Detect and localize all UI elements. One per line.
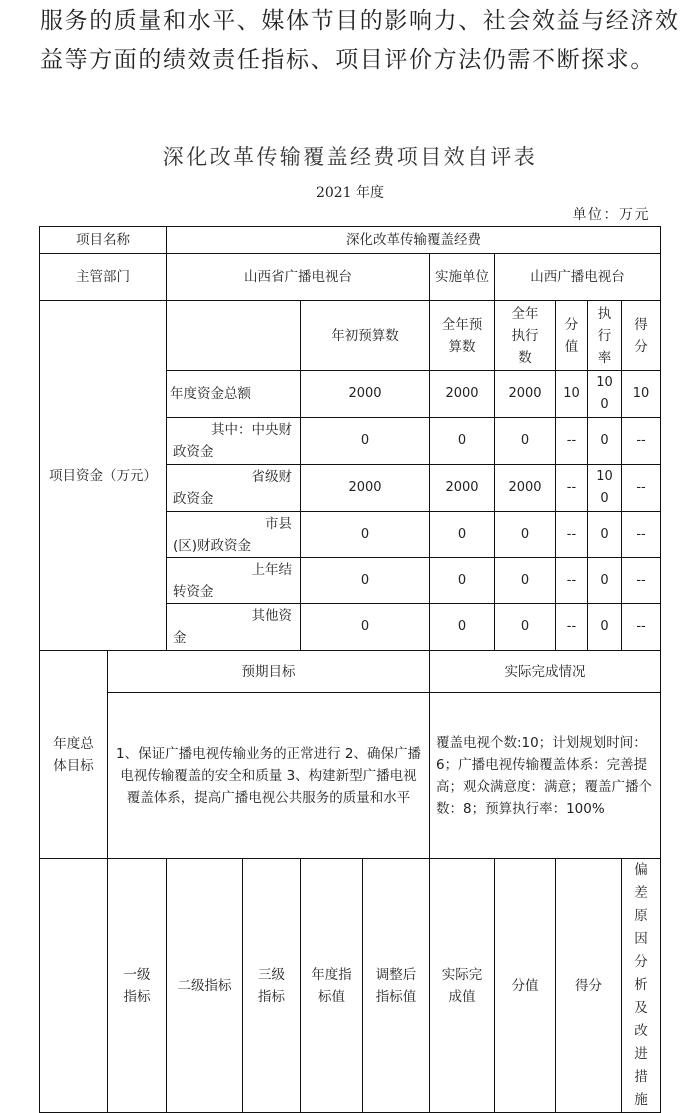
goals-header-row	[40, 651, 661, 693]
annual-budget-cell: 0	[430, 558, 495, 604]
annual-budget-cell: 0	[430, 512, 495, 558]
initial-budget-cell: 0	[301, 604, 430, 651]
header-level1-indicator: 一级指标	[108, 859, 167, 1113]
score-cell: --	[622, 558, 661, 604]
funding-row-label-top: 其中：中央财	[211, 422, 292, 438]
header-exec-rate: 执行率	[588, 301, 622, 371]
expected-goals-text: 1、保证广播电视传输业务的正常进行 2、确保广播电视传输覆盖的安全和质量 3、构建新型广播电视覆盖体系，提高广播电视公共服务的质量和水平	[108, 693, 430, 859]
initial-budget-cell: 0	[301, 512, 430, 558]
funding-row-label	[167, 418, 301, 465]
annual-budget-cell: 2000	[430, 465, 495, 512]
initial-budget-cell: 0	[301, 418, 430, 465]
annual-exec-cell: 0	[495, 558, 556, 604]
score-value-cell: --	[556, 512, 588, 558]
funding-row-label-bottom: 转资金	[173, 583, 214, 600]
score-value-cell: --	[556, 558, 588, 604]
intro-paragraph	[40, 2, 680, 80]
self-evaluation-table	[39, 226, 661, 1113]
funding-header-row	[40, 301, 661, 371]
table-title: 深化改革传输覆盖经费项目效自评表	[162, 145, 538, 169]
header-level2-indicator: 二级指标	[167, 859, 243, 1113]
score-value-cell: --	[556, 604, 588, 651]
header-initial-budget: 年初预算数	[301, 301, 430, 371]
header-actual-value: 实际完成值	[430, 859, 495, 1113]
annual-exec-cell: 2000	[495, 371, 556, 418]
score-cell: --	[622, 604, 661, 651]
project-name-row	[40, 227, 661, 254]
funding-row-label-top: 上年结	[251, 561, 292, 578]
dept-label: 主管部门	[40, 254, 167, 301]
exec-rate-cell: 100	[588, 371, 622, 418]
funding-row-label	[167, 512, 301, 558]
funding-row-label: 年度资金总额	[167, 371, 301, 418]
funding-row-label	[167, 604, 301, 651]
actual-completion-header: 实际完成情况	[430, 651, 661, 693]
actual-completion-text: 覆盖电视个数:10；计划规划时间：6；广播电视传输覆盖体系：完善提高；观众满意度：满意；覆盖广播个数：8；预算执行率：100%	[430, 693, 661, 859]
initial-budget-cell: 2000	[301, 465, 430, 512]
header-score: 得分	[622, 301, 661, 371]
department-row	[40, 254, 661, 301]
impl-unit-label: 实施单位	[430, 254, 495, 301]
intro-line-1: 服务的质量和水平、媒体节目的影响力、社会效益与经济效	[40, 8, 680, 34]
indicators-header-row	[40, 859, 661, 1113]
header-annual-budget: 全年预算数	[430, 301, 495, 371]
header-annual-target: 年度指标值	[301, 859, 363, 1113]
annual-budget-cell: 0	[430, 418, 495, 465]
funding-section-label: 项目资金（万元）	[40, 301, 167, 651]
header-indicator-score: 得分	[556, 859, 622, 1113]
exec-rate-cell: 0	[588, 512, 622, 558]
header-adjusted-target: 调整后指标值	[363, 859, 430, 1113]
score-value-cell: --	[556, 418, 588, 465]
funding-row-label-bottom: 政资金	[173, 444, 214, 460]
funding-row-label-bottom: (区)财政资金	[173, 537, 252, 554]
funding-row-label-top: 市县	[265, 515, 292, 532]
exec-rate-cell: 0	[588, 604, 622, 651]
score-value-cell: 10	[556, 371, 588, 418]
score-cell: --	[622, 465, 661, 512]
initial-budget-cell: 2000	[301, 371, 430, 418]
annual-exec-cell: 2000	[495, 465, 556, 512]
score-value-cell: --	[556, 465, 588, 512]
exec-rate-cell: 100	[588, 465, 622, 512]
goals-content-row	[40, 693, 661, 859]
header-deviation-analysis: 偏差原因分析及改进措施	[622, 859, 661, 1113]
header-level3-indicator: 三级指标	[243, 859, 301, 1113]
project-name-label: 项目名称	[40, 227, 167, 254]
funding-row-label	[167, 558, 301, 604]
annual-exec-cell: 0	[495, 604, 556, 651]
year-label: 2021 年度	[315, 185, 385, 201]
funding-row-label-bottom: 政资金	[173, 491, 214, 507]
annual-budget-cell: 0	[430, 604, 495, 651]
goals-section-label: 年度总体目标	[40, 651, 108, 859]
intro-line-2: 益等方面的绩效责任指标、项目评价方法仍需不断探求。	[40, 47, 655, 73]
initial-budget-cell: 0	[301, 558, 430, 604]
impl-unit-value: 山西广播电视台	[495, 254, 661, 301]
funding-row-label-top: 其他资	[251, 608, 292, 624]
annual-budget-cell: 2000	[430, 371, 495, 418]
expected-goals-header: 预期目标	[108, 651, 430, 693]
exec-rate-cell: 0	[588, 418, 622, 465]
score-cell: 10	[622, 371, 661, 418]
exec-rate-cell: 0	[588, 558, 622, 604]
header-indicator-score-value: 分值	[495, 859, 556, 1113]
funding-header-blank	[167, 301, 301, 371]
annual-exec-cell: 0	[495, 418, 556, 465]
score-cell: --	[622, 512, 661, 558]
annual-exec-cell: 0	[495, 512, 556, 558]
funding-row-label-top: 省级财	[251, 469, 292, 485]
dept-value: 山西省广播电视台	[167, 254, 430, 301]
header-annual-exec: 全年执行数	[495, 301, 556, 371]
header-score-value: 分值	[556, 301, 588, 371]
funding-row-label-bottom: 金	[173, 630, 187, 646]
unit-label: 单位：万元	[572, 207, 650, 223]
project-name-value: 深化改革传输覆盖经费	[167, 227, 661, 254]
funding-row-label	[167, 465, 301, 512]
score-cell: --	[622, 418, 661, 465]
indicators-blank-cell	[40, 859, 108, 1113]
